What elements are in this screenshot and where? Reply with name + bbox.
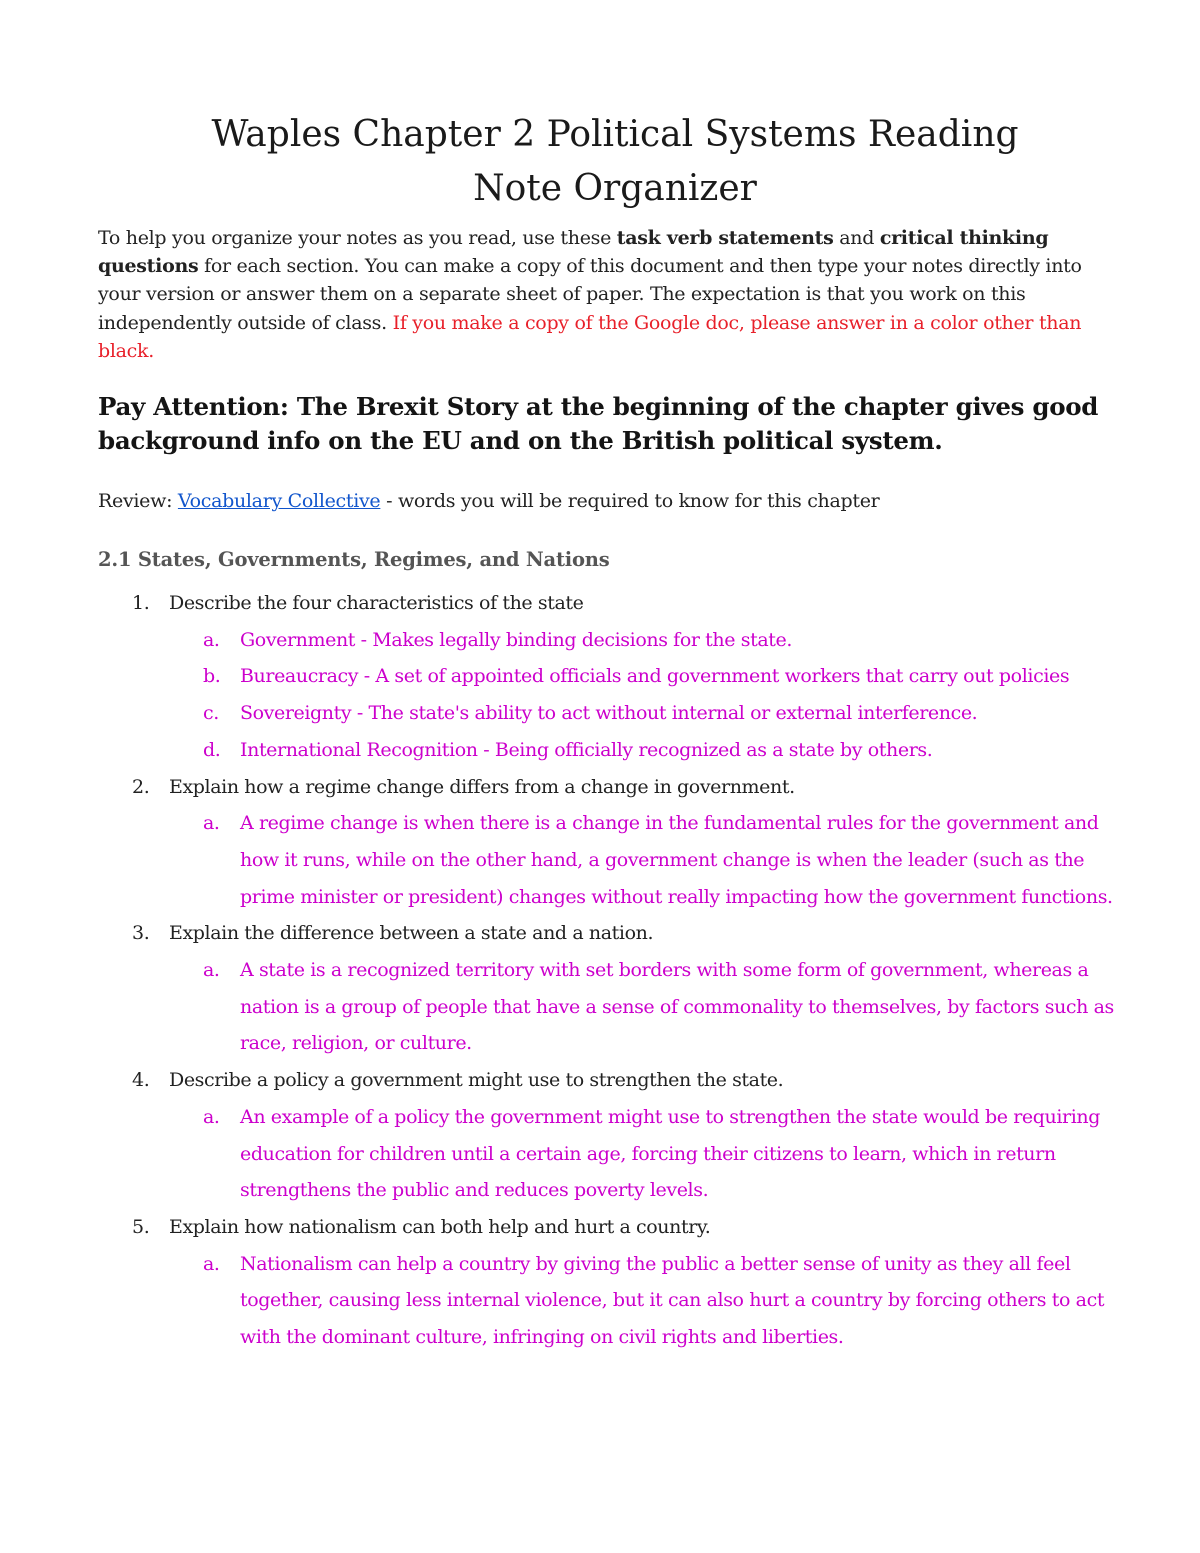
answer-item <box>169 1099 1138 1209</box>
question-item <box>98 769 1138 916</box>
answer-list <box>169 622 1138 769</box>
intro-text-1: To help you organize your notes as you read, use these <box>98 227 617 249</box>
answer-text: Government - Makes legally binding decisions for the state. <box>240 628 792 651</box>
answer-text: Nationalism can help a country by giving the public a better sense of unity as they all feel together, causing less internal violence, but it can also hurt a country by forcing others to act with the dominant culture, infringing on civil rights and liberties. <box>240 1252 1105 1349</box>
answer-letter: a. <box>203 1105 220 1128</box>
question-item <box>98 585 1138 769</box>
intro-paragraph <box>98 224 1118 365</box>
answer-text: Sovereignty - The state's ability to act without internal or external interference. <box>240 702 978 725</box>
answer-text: International Recognition - Being officially recognized as a state by others. <box>240 738 933 761</box>
question-number: 4. <box>132 1069 150 1092</box>
intro-text-3: for each section. You can make a copy of this document and then type your notes directly into your version or answer them on a separate sheet of paper. The expectation is that you work on this independently outside of class. <box>98 255 1082 334</box>
answer-letter: a. <box>203 812 220 835</box>
answer-item <box>169 952 1138 1062</box>
vocabulary-collective-link[interactable]: Vocabulary Collective <box>177 490 381 512</box>
intro-text-2: and <box>833 227 880 249</box>
answer-item <box>169 695 1138 732</box>
question-item <box>98 915 1138 1062</box>
page-title <box>0 108 1200 216</box>
answer-item <box>169 1246 1138 1356</box>
answer-text: Bureaucracy - A set of appointed officials and government workers that carry out policies <box>240 665 1070 688</box>
answer-item <box>169 622 1138 659</box>
intro-bold-task-verb: task verb statements <box>616 227 834 249</box>
question-number: 5. <box>132 1215 150 1238</box>
answer-list <box>169 952 1138 1062</box>
answer-item <box>169 805 1138 915</box>
section-heading: 2.1 States, Governments, Regimes, and Nations <box>98 548 610 571</box>
answer-letter: a. <box>203 959 220 982</box>
question-item <box>98 1062 1138 1209</box>
question-number: 2. <box>132 775 150 798</box>
intro-bold-critical-thinking: critical thinking questions <box>98 227 1049 278</box>
title-line-2: Note Organizer <box>473 168 757 209</box>
answer-item <box>169 732 1138 769</box>
answer-list <box>169 1099 1138 1209</box>
question-list <box>98 585 1138 1356</box>
question-number: 1. <box>132 592 150 614</box>
question-text: Explain how nationalism can both help and hurt a country. <box>169 1215 711 1238</box>
question-text: Explain how a regime change differs from a change in government. <box>169 775 795 798</box>
title-line-1: Waples Chapter 2 Political Systems Reading <box>211 114 1019 155</box>
answer-item <box>169 658 1138 695</box>
question-text: Describe a policy a government might use to strengthen the state. <box>169 1069 784 1092</box>
answer-list <box>169 805 1138 915</box>
answer-letter: a. <box>203 1252 220 1275</box>
answer-text: A state is a recognized territory with set borders with some form of government, whereas a nation is a group of people that have a sense of commonality to themselves, by factors such as race, religion, or culture. <box>240 959 1114 1055</box>
question-item <box>98 1209 1138 1356</box>
pay-attention-heading: Pay Attention: The Brexit Story at the beginning of the chapter gives good background info on the EU and on the British political system. <box>98 392 1099 455</box>
answer-letter: b. <box>203 665 221 688</box>
answer-text: An example of a policy the government might use to strengthen the state would be requiring education for children until a certain age, forcing their citizens to learn, which in return strengthens the public and reduces poverty levels. <box>240 1105 1100 1202</box>
answer-list <box>169 1246 1138 1356</box>
review-label: Review: <box>98 490 178 512</box>
intro-color-instruction: If you make a copy of the Google doc, please answer in a color other than black. <box>98 311 1082 362</box>
question-text: Describe the four characteristics of the state <box>169 592 584 614</box>
question-text: Explain the difference between a state and a nation. <box>169 922 654 945</box>
review-description: - words you will be required to know for this chapter <box>380 490 880 512</box>
answer-text: A regime change is when there is a change in the fundamental rules for the government and how it runs, while on the other hand, a government change is when the leader (such as the prime minister or president) changes without really impacting how the government functions. <box>240 812 1113 908</box>
answer-letter: a. <box>203 628 220 651</box>
answer-letter: c. <box>203 702 219 725</box>
review-line <box>98 486 1118 516</box>
answer-letter: d. <box>203 738 221 761</box>
question-number: 3. <box>132 922 150 945</box>
